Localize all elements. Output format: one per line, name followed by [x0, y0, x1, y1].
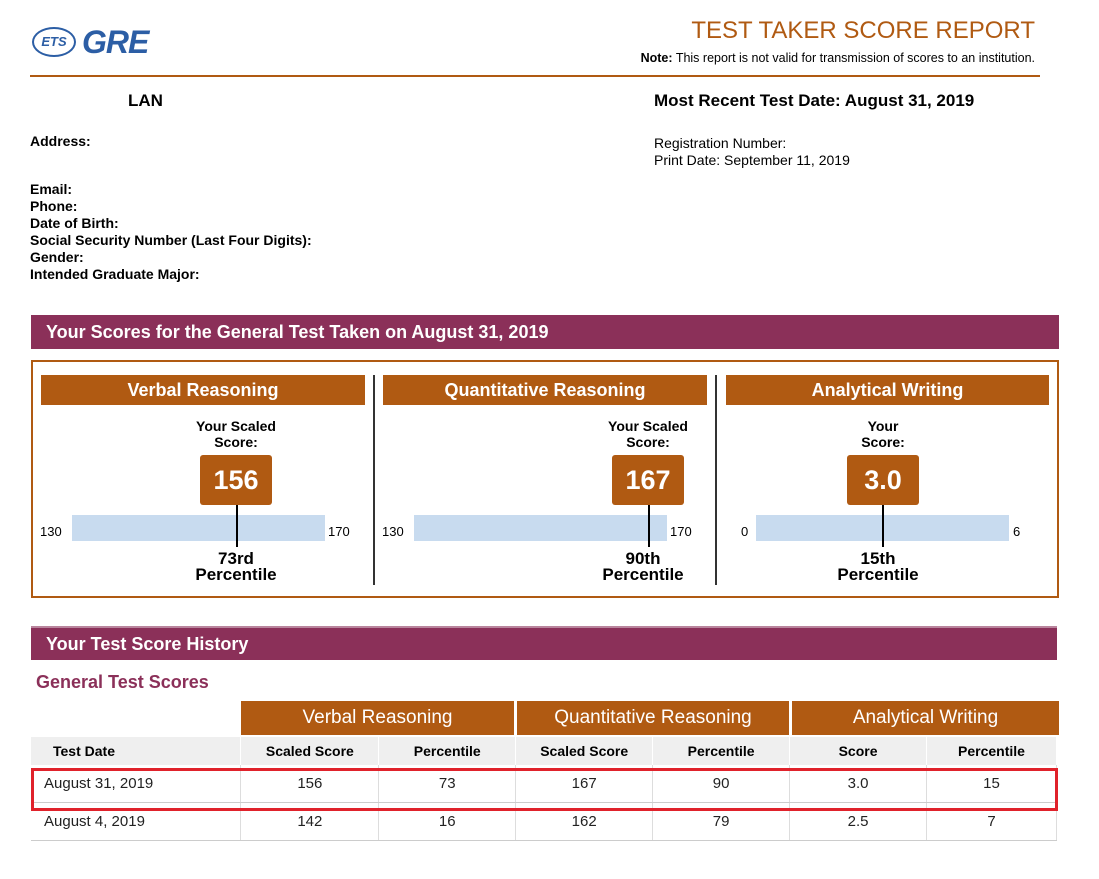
writing-heading: Analytical Writing: [726, 375, 1049, 405]
most-recent-test-date: Most Recent Test Date: August 31, 2019: [654, 91, 975, 110]
table-cell: 90: [653, 765, 790, 803]
percentile-word: Percentile: [837, 565, 919, 584]
column-header: Test Date: [31, 737, 241, 765]
percentile-word: Percentile: [602, 565, 684, 584]
scaled-label-line1: Your Scaled: [196, 418, 276, 434]
quant-score-marker: [648, 505, 650, 547]
writing-score-label: [823, 418, 943, 450]
verbal-score-bar: [72, 515, 325, 541]
address-label: Address:: [30, 133, 91, 149]
scaled-label-line1: Your: [867, 418, 899, 434]
scores-section-header: [31, 315, 1059, 349]
verbal-score-marker: [236, 505, 238, 547]
verbal-score-badge: 156: [200, 455, 272, 505]
writing-scale-min: 0: [741, 524, 749, 539]
quant-percentile: [583, 551, 703, 583]
table-cell: 167: [516, 765, 653, 803]
history-section-header: [31, 626, 1057, 660]
table-cell: 73: [379, 765, 516, 803]
gender-label: Gender:: [30, 249, 84, 265]
ets-gre-logo: [32, 24, 148, 60]
writing-percentile: [818, 551, 938, 583]
history-section-title: Your Test Score History: [46, 633, 249, 654]
dob-label: Date of Birth:: [30, 215, 119, 231]
note-text: This report is not valid for transmission of scores to an institution.: [675, 51, 1035, 65]
percentile-rank: 73rd: [218, 549, 254, 568]
percentile-rank: 15th: [860, 549, 896, 568]
table-cell: 15: [927, 765, 1057, 803]
verbal-scale-max: 170: [328, 524, 350, 539]
gre-logo-text: GRE: [82, 23, 149, 60]
table-cell: 3.0: [790, 765, 927, 803]
scaled-label-line2: Score:: [214, 434, 258, 450]
verbal-percentile: [176, 551, 296, 583]
email-label: Email:: [30, 181, 73, 197]
quant-scaled-score-label: [588, 418, 708, 450]
table-cell: 162: [516, 803, 653, 841]
column-header: Scaled Score: [241, 737, 379, 765]
verbal-scale-min: 130: [40, 524, 62, 539]
scaled-label-line2: Score:: [861, 434, 905, 450]
history-group-writing: [792, 701, 1059, 735]
column-header: Score: [790, 737, 927, 765]
quant-scale-min: 130: [382, 524, 404, 539]
column-divider: [715, 375, 717, 585]
candidate-name: LAN: [128, 91, 163, 110]
note-label: Note:: [640, 51, 673, 65]
table-cell: 142: [241, 803, 379, 841]
group-label: Analytical Writing: [852, 707, 999, 728]
table-cell: 79: [653, 803, 790, 841]
writing-scale-max: 6: [1013, 524, 1021, 539]
ssn-label: Social Security Number (Last Four Digits):: [30, 232, 312, 248]
writing-score-marker: [882, 505, 884, 547]
registration-number-label: Registration Number:: [654, 135, 787, 151]
quant-score-bar: [414, 515, 667, 541]
report-note: [641, 51, 1035, 65]
quant-heading: Quantitative Reasoning: [383, 375, 707, 405]
percentile-rank: 90th: [625, 549, 661, 568]
print-date: Print Date: September 11, 2019: [654, 152, 850, 168]
table-cell: August 31, 2019: [31, 765, 241, 803]
header-divider: [30, 75, 1040, 77]
history-group-quant: [517, 701, 789, 735]
table-cell: 2.5: [790, 803, 927, 841]
scores-section-title: Your Scores for the General Test Taken on August 31, 2019: [46, 321, 549, 342]
table-cell: 7: [927, 803, 1057, 841]
table-cell: August 4, 2019: [31, 803, 241, 841]
row-highlight-box: [31, 768, 1058, 811]
table-header-row: [31, 737, 1057, 765]
column-divider: [373, 375, 375, 585]
percentile-word: Percentile: [195, 565, 277, 584]
column-header: Percentile: [379, 737, 516, 765]
column-header: Percentile: [927, 737, 1057, 765]
general-test-scores-heading: General Test Scores: [36, 672, 209, 692]
verbal-heading: Verbal Reasoning: [41, 375, 365, 405]
scaled-label-line2: Score:: [626, 434, 670, 450]
writing-score-badge: 3.0: [847, 455, 919, 505]
verbal-scaled-score-label: [176, 418, 296, 450]
quant-scale-max: 170: [670, 524, 692, 539]
history-group-verbal: [241, 701, 514, 735]
column-header: Percentile: [653, 737, 790, 765]
table-cell: 16: [379, 803, 516, 841]
column-header: Scaled Score: [516, 737, 653, 765]
group-label: Verbal Reasoning: [302, 707, 453, 728]
quant-score-badge: 167: [612, 455, 684, 505]
table-cell: 156: [241, 765, 379, 803]
scaled-label-line1: Your Scaled: [608, 418, 688, 434]
report-title: TEST TAKER SCORE REPORT: [691, 17, 1035, 44]
intended-major-label: Intended Graduate Major:: [30, 266, 200, 282]
group-label: Quantitative Reasoning: [554, 707, 752, 728]
phone-label: Phone:: [30, 198, 78, 214]
ets-logo-mark: ETS: [32, 27, 76, 57]
